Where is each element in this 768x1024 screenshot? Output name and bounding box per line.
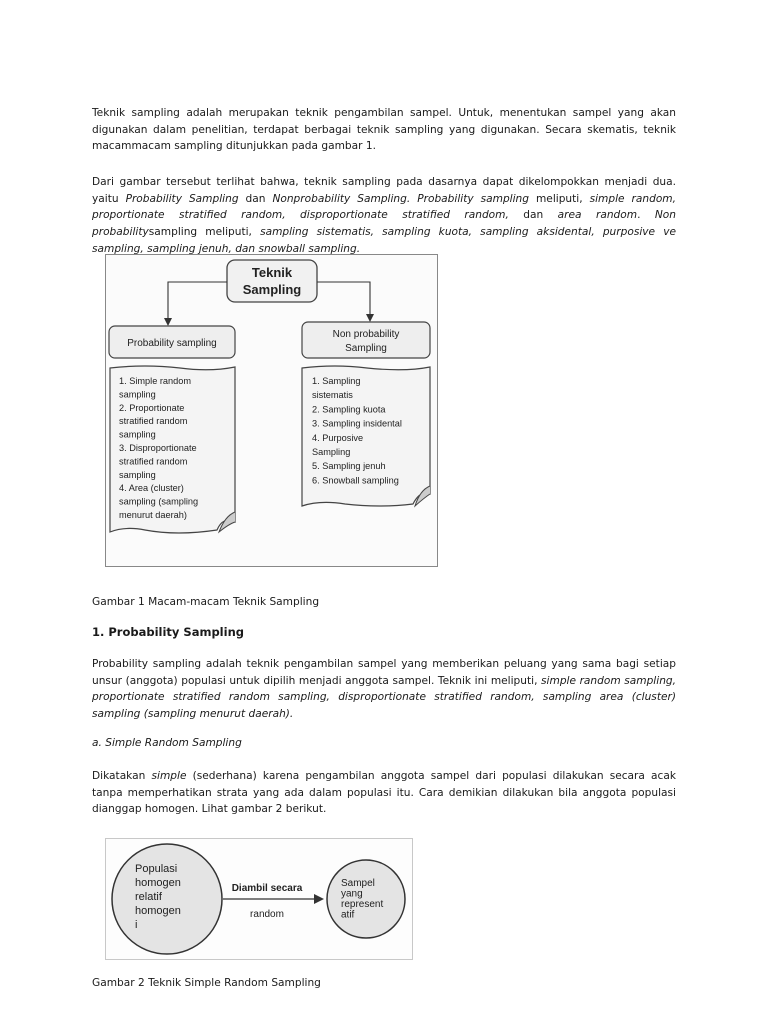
list-line: menurut daerah) — [119, 510, 187, 520]
circle-line: atif — [341, 909, 355, 921]
text-span: sampling meliputi, — [148, 226, 261, 239]
simple-random-paragraph — [92, 768, 676, 818]
list-line: sistematis — [312, 390, 353, 401]
text-span: Dikatakan — [92, 770, 152, 782]
population-circle — [112, 844, 222, 954]
intro-paragraph: Teknik sampling adalah merupakan teknik pengambilan sampel. Untuk, menentukan sampel yang akan digunakan dalam penelitian, terdapat berbagai teknik sampling yang digunakan. Secara skematis, teknik macammacam sampling ditunjukkan pada gambar 1. — [92, 107, 676, 153]
probability-header-label: Probability sampling — [127, 338, 217, 349]
figure1-caption: Gambar 1 Macam-macam Teknik Sampling — [92, 596, 320, 608]
list-line: 6. Snowball sampling — [312, 475, 399, 486]
list-line: sampling — [119, 389, 156, 400]
nonprobability-header-line1: Non probability — [332, 329, 400, 340]
circle-line: Populasi — [135, 863, 178, 875]
list-line: 2. Sampling kuota — [312, 404, 386, 415]
root-label-line2: Sampling — [242, 282, 302, 297]
root-label-line1: Teknik — [251, 265, 293, 280]
circle-line: i — [135, 919, 138, 931]
text-span: (sederhana) karena pengambilan anggota sampel dari populasi dilakukan secara acak tanpa memperhatikan strata yang ada dalam populasi itu. Cara demikian dilakukan bila anggota populasi dianggap homogen. Lihat gambar 2 berikut. — [92, 770, 676, 816]
figure2-caption: Gambar 2 Teknik Simple Random Sampling — [92, 977, 321, 989]
circle-line: homogen — [135, 905, 181, 917]
list-line: sampling — [119, 429, 156, 440]
list-line: 1. Sampling — [312, 376, 361, 386]
italic-span: simple random, proportionate stratified random, disproportionate stratified random, — [92, 192, 676, 222]
list-line: 4. Area (cluster) — [119, 483, 184, 494]
text-span: dan — [508, 209, 558, 222]
sampling-techniques-diagram — [105, 254, 438, 567]
list-line: stratified random — [119, 416, 188, 427]
simple-random-sampling-diagram — [105, 838, 413, 960]
circle-line: represent — [341, 899, 384, 910]
probability-paragraph — [92, 656, 676, 723]
list-line: 1. Simple random — [119, 376, 192, 386]
text-span: meliputi, — [529, 192, 590, 205]
list-line: sampling — [119, 469, 156, 480]
italic-span: simple — [151, 770, 187, 782]
text-span: Dari gambar tersebut terlihat bahwa, teknik sampling pada dasarnya dapat dikelompokkan menjadi dua. yaitu — [92, 176, 676, 205]
arrow-label-top: Diambil secara — [231, 883, 303, 894]
arrow-label-bottom: random — [250, 909, 284, 920]
nonprobability-header-line2: Sampling — [345, 343, 387, 354]
italic-span: Non probability — [92, 209, 676, 239]
text-span: dan — [238, 192, 273, 205]
italic-span: sampling sistematis, sampling kuota, sampling aksidental, purposive ve sampling, sampling jenuh, dan snowball sampling. — [92, 226, 677, 255]
italic-span: simple random sampling, proportionate stratified random sampling, disproportionate stratified random, sampling area (cluster) sampling (sampling menurut daerah). — [92, 674, 676, 721]
section-heading: 1. Probability Sampling — [92, 625, 244, 639]
text-span: Probability sampling adalah teknik pengambilan sampel yang memberikan peluang yang sama bagi setiap unsur (anggota) populasi untuk dipilih menjadi anggota sampel. Teknik ini meliputi, — [92, 658, 676, 687]
text-span: . — [637, 209, 655, 222]
list-line: 2. Proportionate — [119, 402, 185, 413]
list-line: stratified random — [119, 456, 188, 467]
italic-span: Probability Sampling — [125, 192, 239, 205]
list-line: Sampling — [312, 447, 351, 457]
italic-span: area random — [557, 209, 638, 222]
list-line: 3. Disproportionate — [119, 443, 197, 453]
circle-line: yang — [341, 888, 363, 900]
italic-span: Nonprobability Sampling. Probability sampling — [272, 192, 529, 205]
circle-line: relatif — [135, 891, 162, 903]
grouping-paragraph — [92, 174, 676, 258]
subsection-heading: a. Simple Random Sampling — [92, 737, 242, 749]
circle-line: Sampel — [341, 878, 375, 889]
list-line: 4. Purposive — [312, 432, 364, 443]
list-line: 3. Sampling insidental — [312, 418, 402, 429]
list-line: sampling (sampling — [119, 496, 199, 507]
circle-line: homogen — [135, 877, 181, 889]
list-line: 5. Sampling jenuh — [312, 461, 386, 472]
